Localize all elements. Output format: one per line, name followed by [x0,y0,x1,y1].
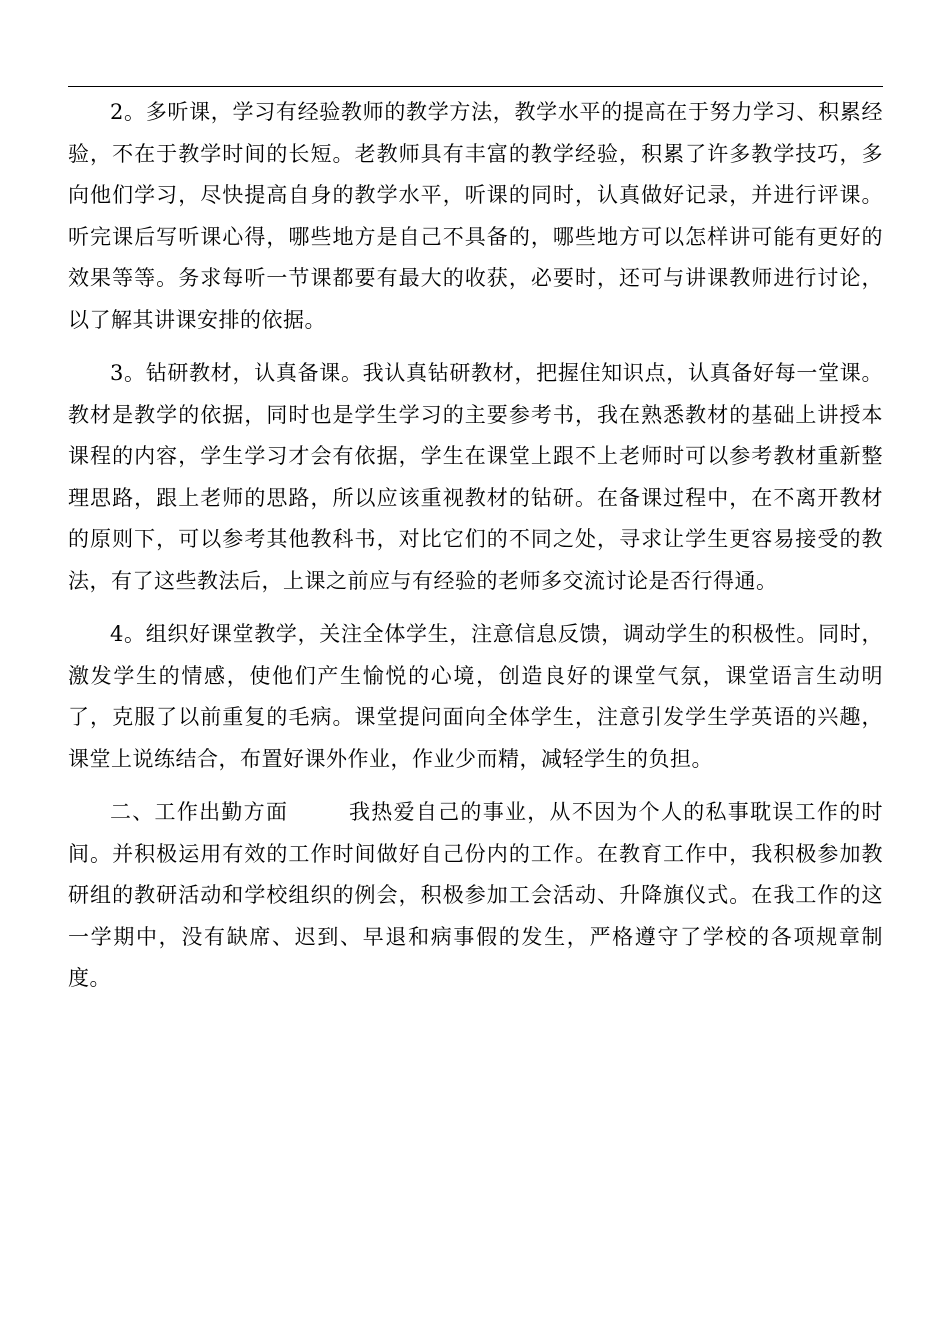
paragraph-classroom: 4。组织好课堂教学，关注全体学生，注意信息反馈，调动学生的积极性。同时，激发学生的情感，使他们产生愉悦的心境，创造良好的课堂气氛，课堂语言生动明了，克服了以前重复的毛病。课堂提问面向全体学生，注意引发学生学英语的兴趣，课堂上说练结合，布置好课外作业，作业少而精，减轻学生的负担。 [68,622,883,771]
section-heading-attendance: 二、工作出勤方面 [110,800,289,824]
paragraph-listening: 2。多听课，学习有经验教师的教学方法，教学水平的提高在于努力学习、积累经验，不在于教学时间的长短。老教师具有丰富的教学经验，积累了许多教学技巧，多向他们学习，尽快提高自身的教学水平，听课的同时，认真做好记录，并进行评课。听完课后写听课心得，哪些地方是自己不具备的，哪些地方可以怎样讲可能有更好的效果等等。务求每听一节课都要有最大的收获，必要时，还可与讲课教师进行讨论，以了解其讲课安排的依据。 [68,100,883,332]
attendance-text: 我热爱自己的事业，从不因为个人的私事耽误工作的时间。并积极运用有效的工作时间做好自己份内的工作。在教育工作中，我积极参加教研组的教研活动和学校组织的例会，积极参加工会活动、升降旗仪式。在我工作的这一学期中，没有缺席、迟到、早退和病事假的发生，严格遵守了学校的各项规章制度。 [68,800,883,990]
header-rule [68,86,883,87]
paragraph-lesson-prep: 3。钻研教材，认真备课。我认真钻研教材，把握住知识点，认真备好每一堂课。教材是教学的依据，同时也是学生学习的主要参考书，我在熟悉教材的基础上讲授本课程的内容，学生学习才会有依据，学生在课堂上跟不上老师时可以参考教材重新整理思路，跟上老师的思路，所以应该重视教材的钻研。在备课过程中，在不离开教材的原则下，可以参考其他教科书，对比它们的不同之处，寻求让学生更容易接受的教法，有了这些教法后，上课之前应与有经验的老师多交流讨论是否行得通。 [68,361,883,593]
paragraph-attendance [68,792,883,1000]
document-body [68,92,883,1012]
